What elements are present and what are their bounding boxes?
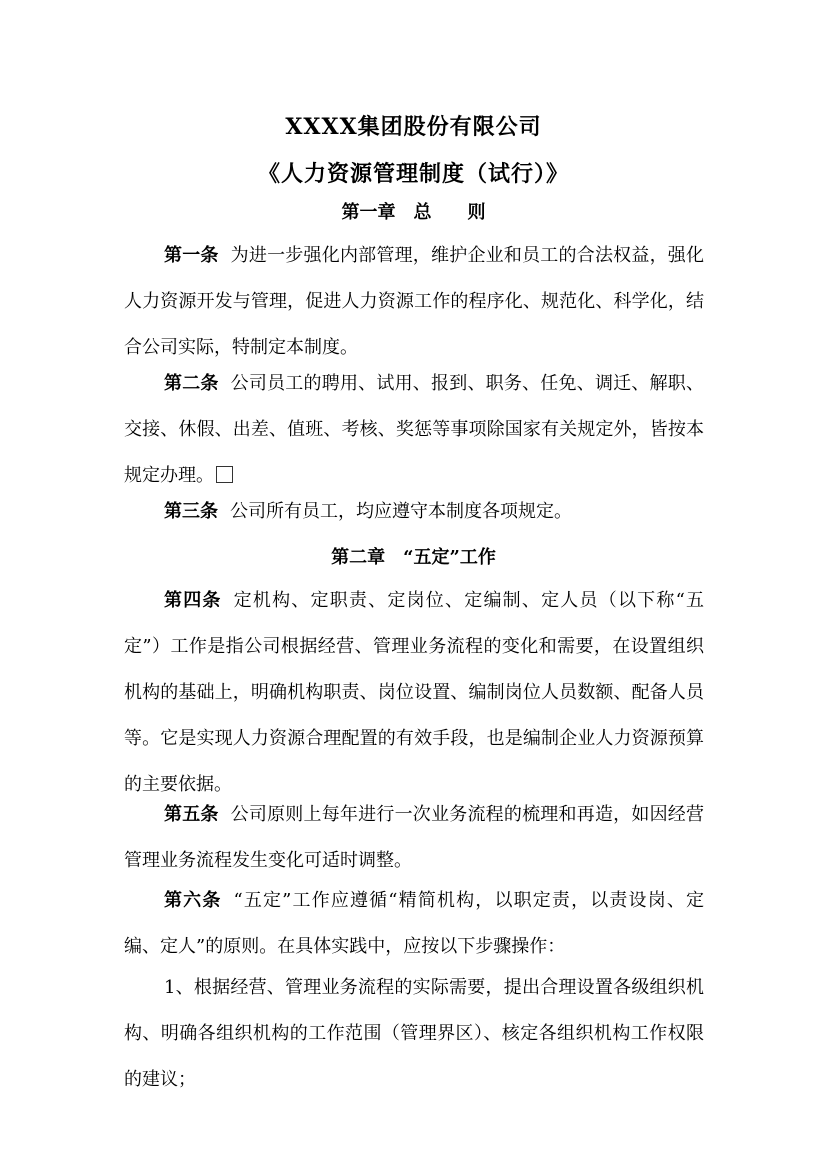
article-1 (124, 233, 704, 371)
article-2-text: 公司员工的聘用、试用、报到、职务、任免、调迁、解职、交接、休假、出差、值班、考核、奖惩等事项除国家有关规定外，皆按本规定办理。 (124, 373, 705, 486)
article-6-label: 第六条 (164, 890, 222, 911)
document-title: 《人力资源管理制度（试行）》 (257, 161, 569, 187)
article-1-text: 为进一步强化内部管理，维护企业和员工的合法权益，强化人力资源开发与管理，促进人力资源工作的程序化、规范化、科学化，结合公司实际，特制定本制度。 (124, 245, 705, 358)
article-5 (124, 792, 704, 884)
article-3-text: 公司所有员工，均应遵守本制度各项规定。 (230, 501, 572, 522)
chapter-1-heading: 第一章 总 则 (341, 202, 486, 223)
company-title: XXXX集团股份有限公司 (285, 114, 542, 140)
article-6-text: “五定”工作应遵循“精简机构，以职定责，以责设岗、定编、定人”的原则。在具体实践中，应按以下步骤操作： (124, 890, 705, 957)
checkbox-icon (216, 466, 233, 483)
article-4 (124, 578, 704, 808)
article-1-label: 第一条 (164, 245, 219, 266)
article-2 (124, 361, 704, 499)
article-6 (124, 878, 704, 970)
article-3 (124, 489, 704, 535)
list-item-1: 1、根据经营、管理业务流程的实际需要，提出合理设置各级组织机构、明确各组织机构的工作范围（管理界区）、核定各组织机构工作权限的建议； (124, 977, 704, 1090)
article-5-label: 第五条 (164, 804, 219, 825)
article-2-label: 第二条 (164, 373, 219, 394)
chapter-2-heading: 第二章 “五定”工作 (331, 547, 496, 568)
article-3-label: 第三条 (164, 501, 218, 522)
article-4-label: 第四条 (164, 590, 222, 611)
article-4-text: 定机构、定职责、定岗位、定编制、定人员（以下称“五定”）工作是指公司根据经营、管理业务流程的变化和需要，在设置组织机构的基础上，明确机构职责、岗位设置、编制岗位人员数额、配备人员等。它是实现人力资源合理配置的有效手段，也是编制企业人力资源预算的主要依据。 (124, 590, 705, 795)
article-5-text: 公司原则上每年进行一次业务流程的梳理和再造，如因经营管理业务流程发生变化可适时调整。 (124, 804, 705, 871)
